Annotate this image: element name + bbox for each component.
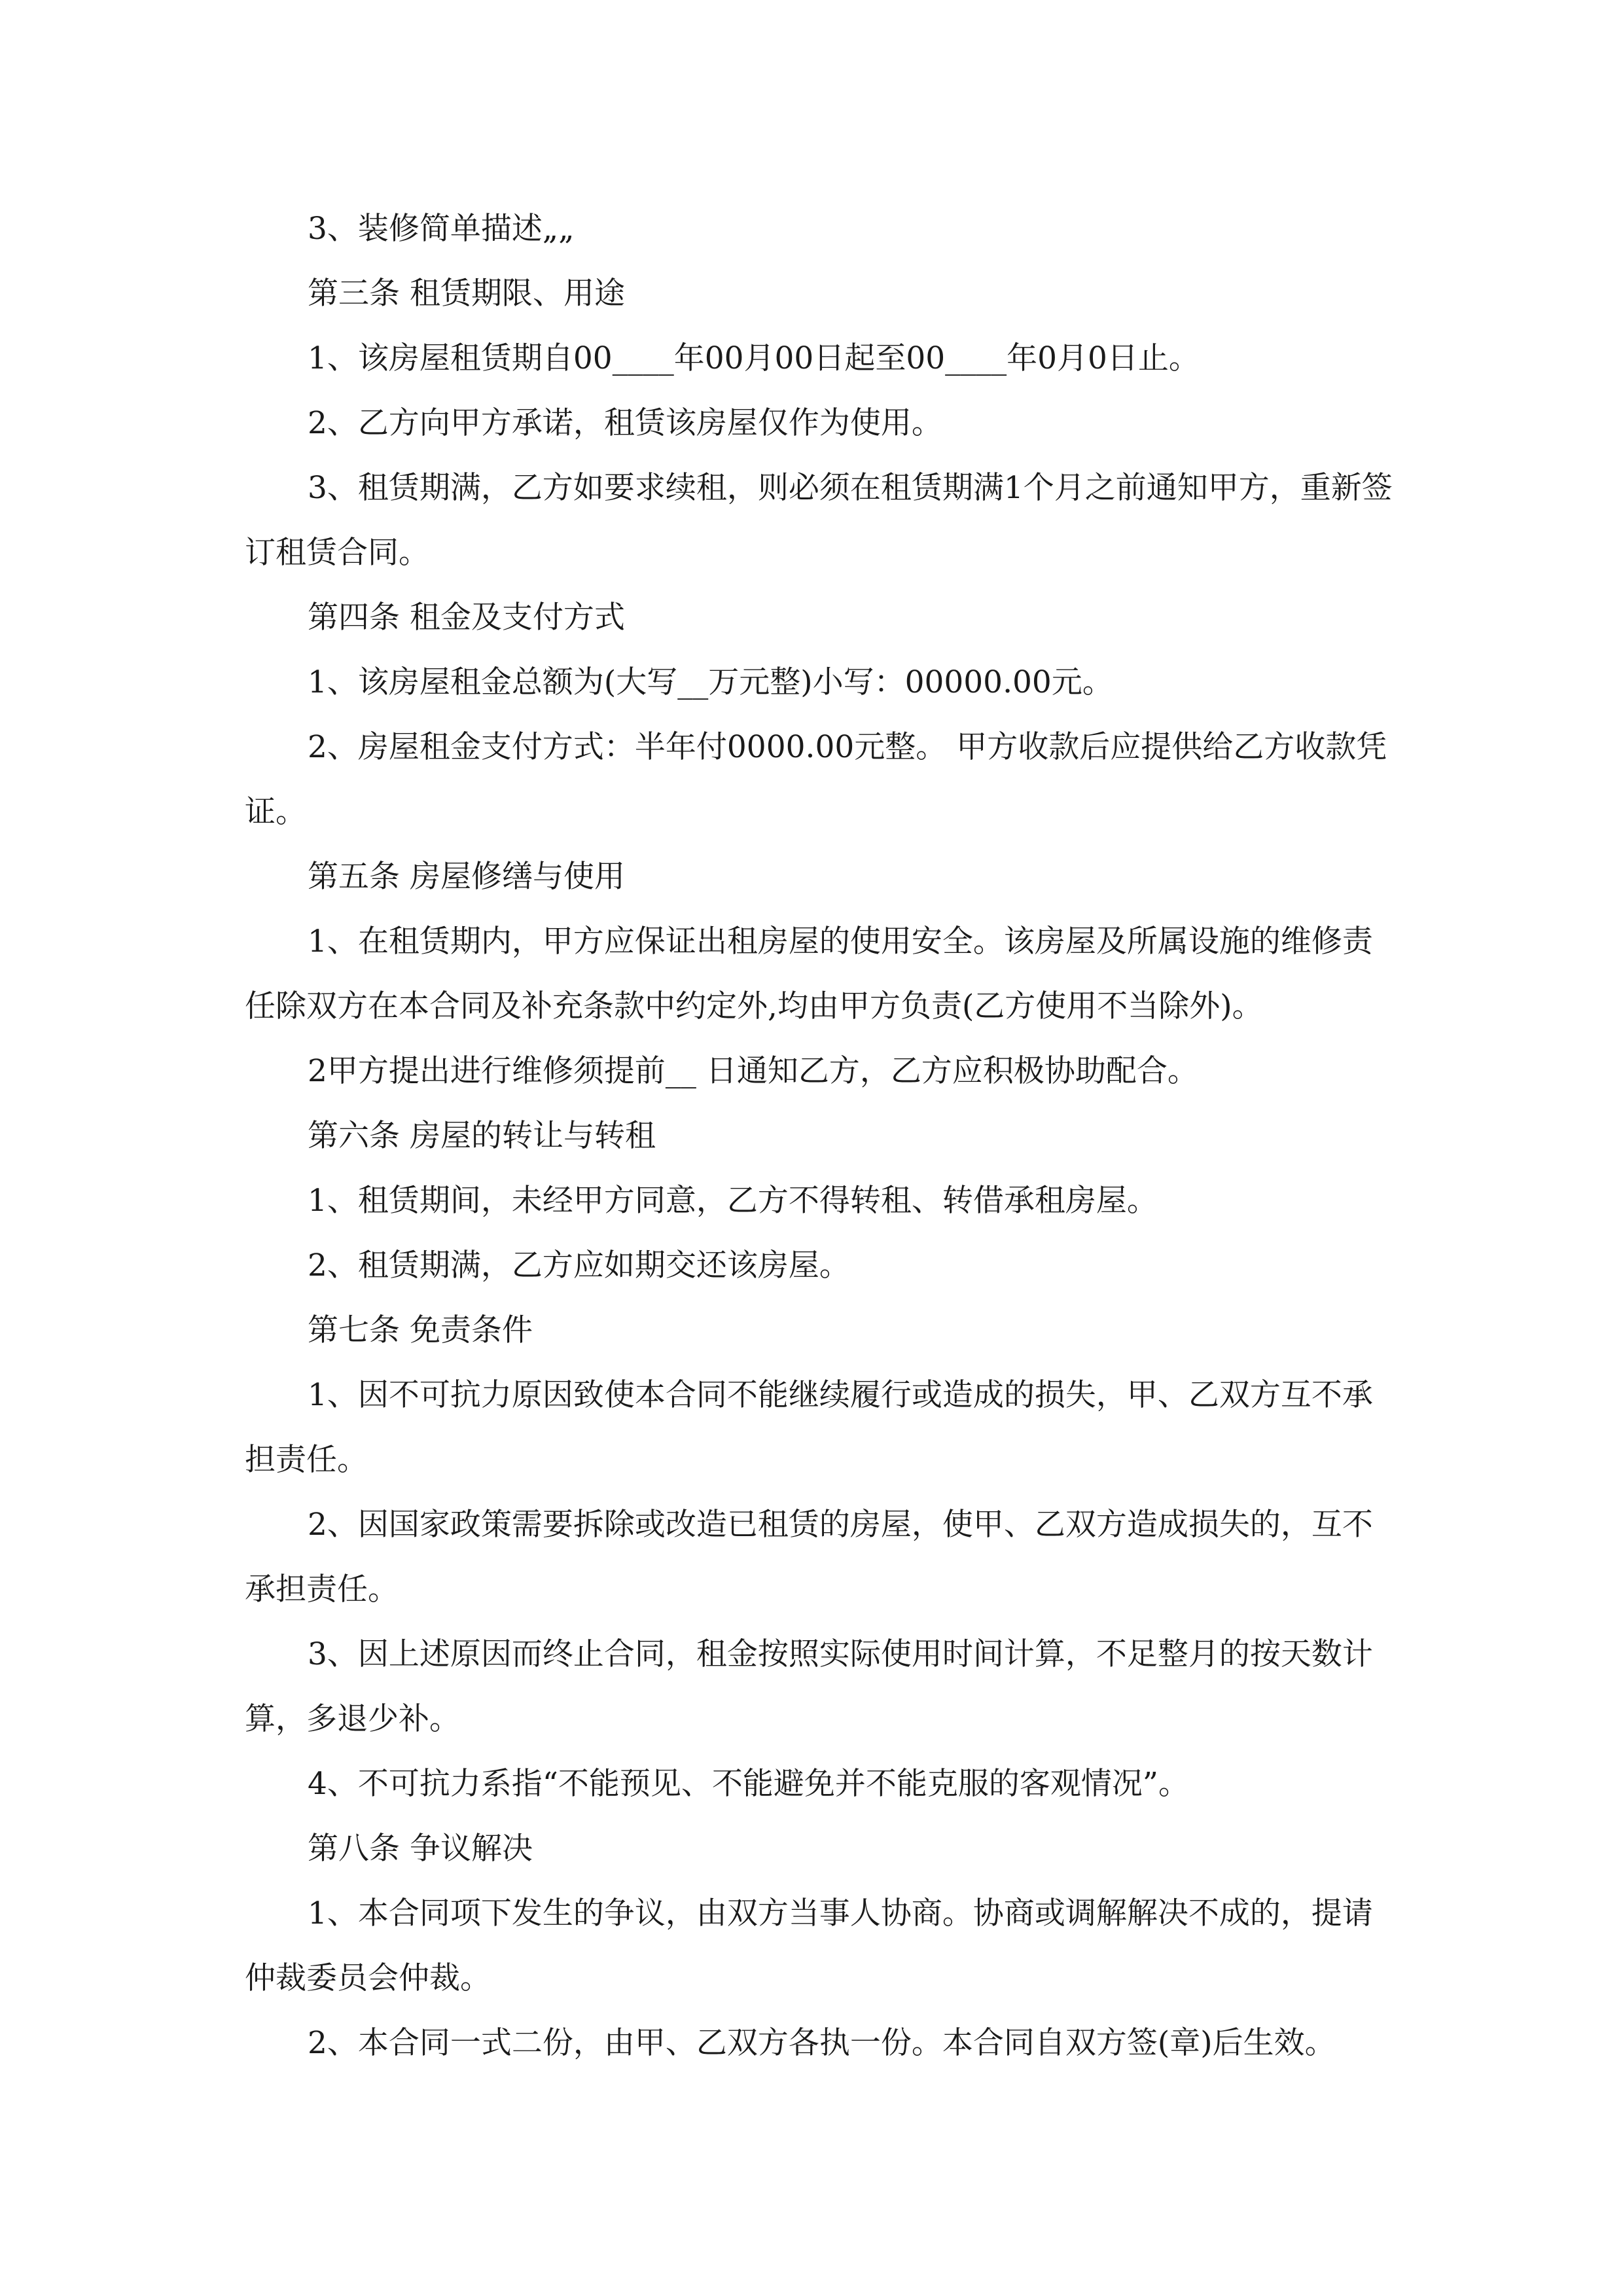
paragraph: 2、乙方向甲方承诺，租赁该房屋仅作为使用。 xyxy=(308,405,942,441)
section-heading: 第四条 租金及支付方式 xyxy=(308,600,625,636)
paragraph: 2、因国家政策需要拆除或改造已租赁的房屋，使甲、乙双方造成损失的，互不承担责任。 xyxy=(245,1507,1373,1607)
paragraph: 1、本合同项下发生的争议，由双方当事人协商。协商或调解解决不成的，提请仲裁委员会仲裁。 xyxy=(245,1895,1373,1996)
section-heading: 第六条 房屋的转让与转租 xyxy=(308,1118,656,1154)
section-heading: 第三条 租赁期限、用途 xyxy=(308,276,625,312)
paragraph: 3、因上述原因而终止合同，租金按照实际使用时间计算，不足整月的按天数计算，多退少补。 xyxy=(245,1636,1373,1737)
paragraph: 2、房屋租金支付方式：半年付0000.00元整。 甲方收款后应提供给乙方收款凭证。 xyxy=(245,729,1387,830)
paragraph: 2、本合同一式二份，由甲、乙双方各执一份。本合同自双方签(章)后生效。 xyxy=(308,2025,1336,2061)
paragraph: 1、在租赁期内，甲方应保证出租房屋的使用安全。该房屋及所属设施的维修责任除双方在本合同及补充条款中约定外,均由甲方负责(乙方使用不当除外)。 xyxy=(245,924,1373,1024)
paragraph: 1、该房屋租赁期自00____年00月00日起至00____年0月0日止。 xyxy=(308,340,1200,376)
paragraph: 2甲方提出进行维修须提前__ 日通知乙方，乙方应积极协助配合。 xyxy=(308,1053,1198,1089)
paragraph: 2、租赁期满，乙方应如期交还该房屋。 xyxy=(308,1247,850,1283)
paragraph: 3、租赁期满，乙方如要求续租，则必须在租赁期满1个月之前通知甲方，重新签订租赁合同。 xyxy=(245,470,1393,571)
section-heading: 第八条 争议解决 xyxy=(308,1831,533,1867)
section-heading: 第五条 房屋修缮与使用 xyxy=(308,859,625,895)
section-heading: 第七条 免责条件 xyxy=(308,1312,533,1348)
paragraph: 1、该房屋租金总额为(大写__万元整)小写：00000.00元。 xyxy=(308,664,1113,700)
document-body xyxy=(245,196,1397,2075)
paragraph: 4、不可抗力系指“不能预见、不能避免并不能克服的客观情况”。 xyxy=(308,1766,1189,1802)
paragraph: 1、因不可抗力原因致使本合同不能继续履行或造成的损失，甲、乙双方互不承担责任。 xyxy=(245,1377,1373,1478)
paragraph: 1、租赁期间，未经甲方同意，乙方不得转租、转借承租房屋。 xyxy=(308,1183,1158,1219)
paragraph: 3、装修简单描述„„ xyxy=(308,211,575,247)
